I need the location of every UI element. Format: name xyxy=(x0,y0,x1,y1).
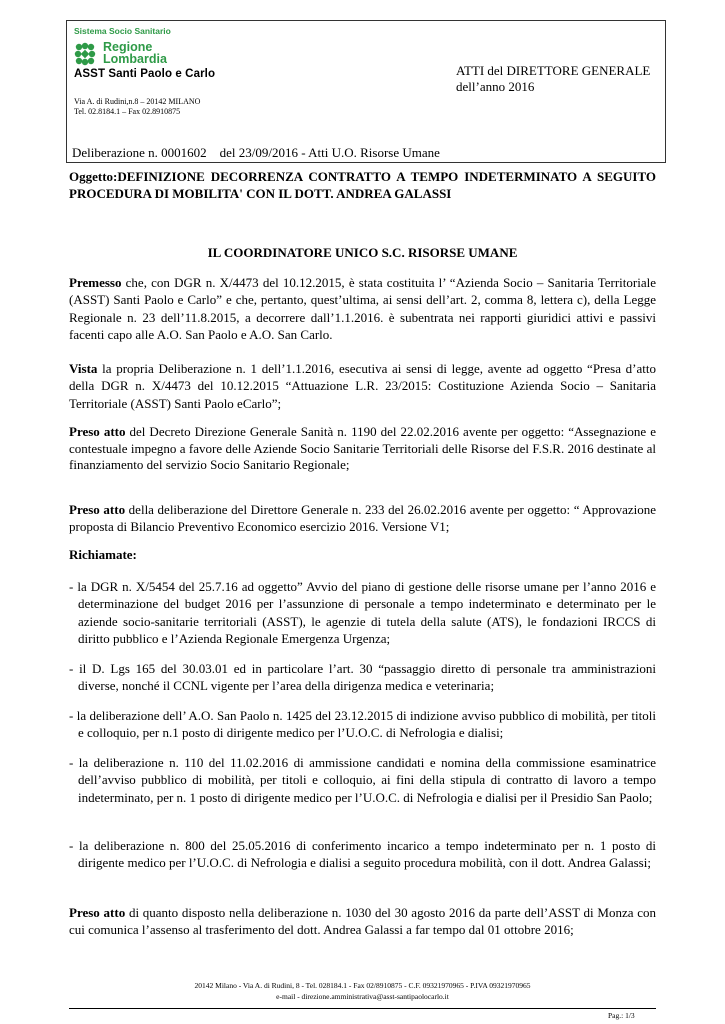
preso2-lead: Preso atto xyxy=(69,502,126,517)
region-line1: Regione xyxy=(103,40,153,54)
paragraph-preso-atto-2 xyxy=(69,501,656,536)
list-item: - la deliberazione dell’ A.O. San Paolo n. 1425 del 23.12.2015 di indizione avviso pubblico di mobilità, per titoli e colloquio, per n.1 posto di dirigente medico per l’U.O.C. di Nefrologia e dialisi; xyxy=(69,708,656,741)
coordinator-title: IL COORDINATORE UNICO S.C. RISORSE UMANE xyxy=(207,245,518,260)
subject: Oggetto:DEFINIZIONE DECORRENZA CONTRATTO A TEMPO INDETERMINATO A SEGUITO PROCEDURA DI MOBILITA' CON IL DOTT. ANDREA GALASSI xyxy=(69,169,656,201)
asst-name: ASST Santi Paolo e Carlo xyxy=(74,68,216,80)
system-label: Sistema Socio Sanitario xyxy=(74,26,171,36)
list-item: - la deliberazione n. 800 del 25.05.2016 di conferimento incarico a tempo indeterminato per n. 1 posto di dirigente medico per l’U.O.C. di Nefrologia e dialisi a seguito procedura mobilità, con il dott. Andrea Galassi; xyxy=(69,838,656,871)
atti-title: ATTI del DIRETTORE GENERALE xyxy=(456,63,651,78)
preso2-text: della deliberazione del Direttore Generale n. 233 del 26.02.2016 avente per oggetto: “ Approvazione proposta di Bilancio Preventivo Economico esercizio 2016. Versione V1; xyxy=(69,502,656,535)
preso1-text: del Decreto Direzione Generale Sanità n. 1190 del 22.02.2016 avente per oggetto: “Assegnazione e contestuale impegno a favore delle Aziende Socio Sanitarie Territoriali delle Risorse del F.S.R. 2016 destinate al finanziamento del servizio Socio Sanitario Regionale; xyxy=(69,424,656,472)
preso3-lead: Preso atto xyxy=(69,905,126,920)
header-box xyxy=(66,20,666,163)
address-line2: Tel. 02.8184.1 – Fax 02.8910875 xyxy=(74,107,181,116)
list-item: - la DGR n. X/5454 del 25.7.16 ad oggetto” Avvio del piano di gestione delle risorse umane per l’anno 2016 e determinazione del budget 2016 per l’assunzione di personale a tempo indeterminato e determinato per le aziende socio-sanitarie territoriali (ASST), le agenzie di tutela della salute (ATS), le fondazioni IRCCS di diritto pubblico e l’Azienda Regionale Emergenza Urgenza; xyxy=(69,579,656,646)
atti-year: dell’anno 2016 xyxy=(456,79,535,94)
paragraph-vista xyxy=(69,360,656,412)
list-item: - il D. Lgs 165 del 30.03.01 ed in particolare l’art. 30 “passaggio diretto di personale tra amministrazioni diverse, nonché il CCNL vigente per l’area della dirigenza medica e veterinaria; xyxy=(69,661,656,694)
paragraph-preso-atto-3 xyxy=(69,904,656,939)
footer-address: 20142 Milano - Via A. di Rudini, 8 - Tel. 028184.1 - Fax 02/8910875 - C.F. 09321970965 - P.IVA 09321970965 xyxy=(194,981,531,990)
premesso-text: che, con DGR n. X/4473 del 10.12.2015, è stata costituita l’ “Azienda Socio – Sanitaria Territoriale (ASST) Santi Paolo e Carlo” e che, pertanto, quest’ultima, ai sensi dell’art. 2, comma 8, lettera c), della Legge Regionale n. 23 dell’11.8.2015, a decorrere dall’1.1.2016. è subentrata nei rapporti giuridici attivi e passivi facenti capo alle A.O. San Paolo e A.O. San Carlo. xyxy=(69,275,656,342)
preso3-text: di quanto disposto nella deliberazione n. 1030 del 30 agosto 2016 da parte dell’ASST di Monza con cui comunica l’assenso al trasferimento del dott. Andrea Galassi a far tempo dal 01 ottobre 2016; xyxy=(69,905,656,938)
paragraph-premesso xyxy=(69,274,656,343)
richiamate-heading: Richiamate: xyxy=(69,547,137,562)
regione-lombardia-rosa-camuna-icon xyxy=(74,42,96,66)
vista-text: la propria Deliberazione n. 1 dell’1.1.2016, esecutiva ai sensi di legge, avente ad oggetto “Presa d’atto della DGR n. X/4473 del 10.12.2015 “Attuazione L.R. 23/2015: Costituzione Azienda Socio – Sanitaria Territoriale (ASST) Santi Paolo eCarlo”; xyxy=(69,361,656,411)
address-line1: Via A. di Rudini,n.8 – 20142 MILANO xyxy=(74,97,201,106)
footer-email: e-mail - direzione.amministrativa@asst-santipaolocarlo.it xyxy=(276,992,449,1001)
paragraph-preso-atto-1 xyxy=(69,424,656,474)
preso1-lead: Preso atto xyxy=(69,424,126,439)
region-name xyxy=(103,41,167,65)
deliberazione-number: Deliberazione n. 0001602 del 23/09/2016 - Atti U.O. Risorse Umane xyxy=(72,145,440,160)
vista-lead: Vista xyxy=(69,361,98,376)
premesso-lead: Premesso xyxy=(69,275,122,290)
footer-divider xyxy=(69,1008,656,1009)
region-line2: Lombardia xyxy=(103,52,167,66)
list-item: - la deliberazione n. 110 del 11.02.2016 di ammissione candidati e nomina della commissione esaminatrice dell’avviso pubblico di mobilità, per titoli e colloquio, ai fini della stipula di contratto di lavoro a tempo indeterminato, per n. 1 posto di dirigente medico per l’U.O.C. di Nefrologia e dialisi per il Presidio San Paolo; xyxy=(69,755,656,805)
page-number: Pag.: 1/3 xyxy=(608,1011,635,1020)
